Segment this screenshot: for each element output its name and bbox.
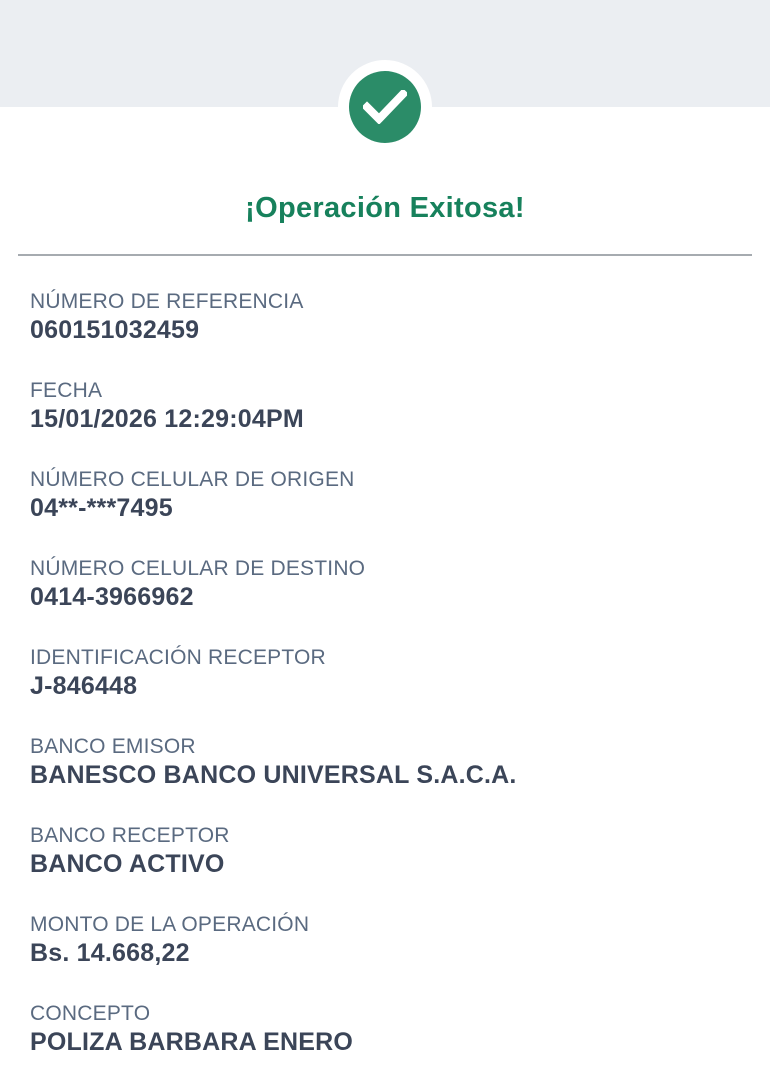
field-label: CONCEPTO bbox=[30, 1002, 151, 1025]
field-date bbox=[30, 377, 740, 435]
field-value: BANESCO BANCO UNIVERSAL S.A.C.A. bbox=[30, 761, 517, 789]
divider bbox=[18, 254, 752, 256]
receipt-fields bbox=[30, 288, 740, 1080]
field-label: NÚMERO DE REFERENCIA bbox=[30, 290, 304, 313]
field-value: POLIZA BARBARA ENERO bbox=[30, 1028, 353, 1056]
field-destination-phone bbox=[30, 555, 740, 613]
check-icon bbox=[349, 71, 421, 143]
field-value: 15/01/2026 12:29:04PM bbox=[30, 405, 304, 433]
field-reference-number bbox=[30, 288, 740, 346]
field-value: 0414-3966962 bbox=[30, 583, 194, 611]
field-label: FECHA bbox=[30, 379, 103, 402]
field-label: IDENTIFICACIÓN RECEPTOR bbox=[30, 646, 326, 669]
field-concept bbox=[30, 1000, 740, 1058]
field-label: NÚMERO CELULAR DE DESTINO bbox=[30, 557, 366, 580]
field-receiver-id bbox=[30, 644, 740, 702]
field-value: 04**-***7495 bbox=[30, 494, 173, 522]
page-title: ¡Operación Exitosa! bbox=[245, 192, 525, 224]
field-receiving-bank bbox=[30, 822, 740, 880]
success-badge bbox=[338, 60, 432, 154]
field-label: BANCO RECEPTOR bbox=[30, 824, 230, 847]
field-label: NÚMERO CELULAR DE ORIGEN bbox=[30, 468, 355, 491]
field-origin-phone bbox=[30, 466, 740, 524]
field-amount bbox=[30, 911, 740, 969]
field-label: MONTO DE LA OPERACIÓN bbox=[30, 913, 310, 936]
field-value: J-846448 bbox=[30, 672, 138, 700]
field-value: Bs. 14.668,22 bbox=[30, 939, 190, 967]
field-label: BANCO EMISOR bbox=[30, 735, 196, 758]
field-issuing-bank bbox=[30, 733, 740, 791]
field-value: BANCO ACTIVO bbox=[30, 850, 225, 878]
field-value: 060151032459 bbox=[30, 316, 200, 344]
